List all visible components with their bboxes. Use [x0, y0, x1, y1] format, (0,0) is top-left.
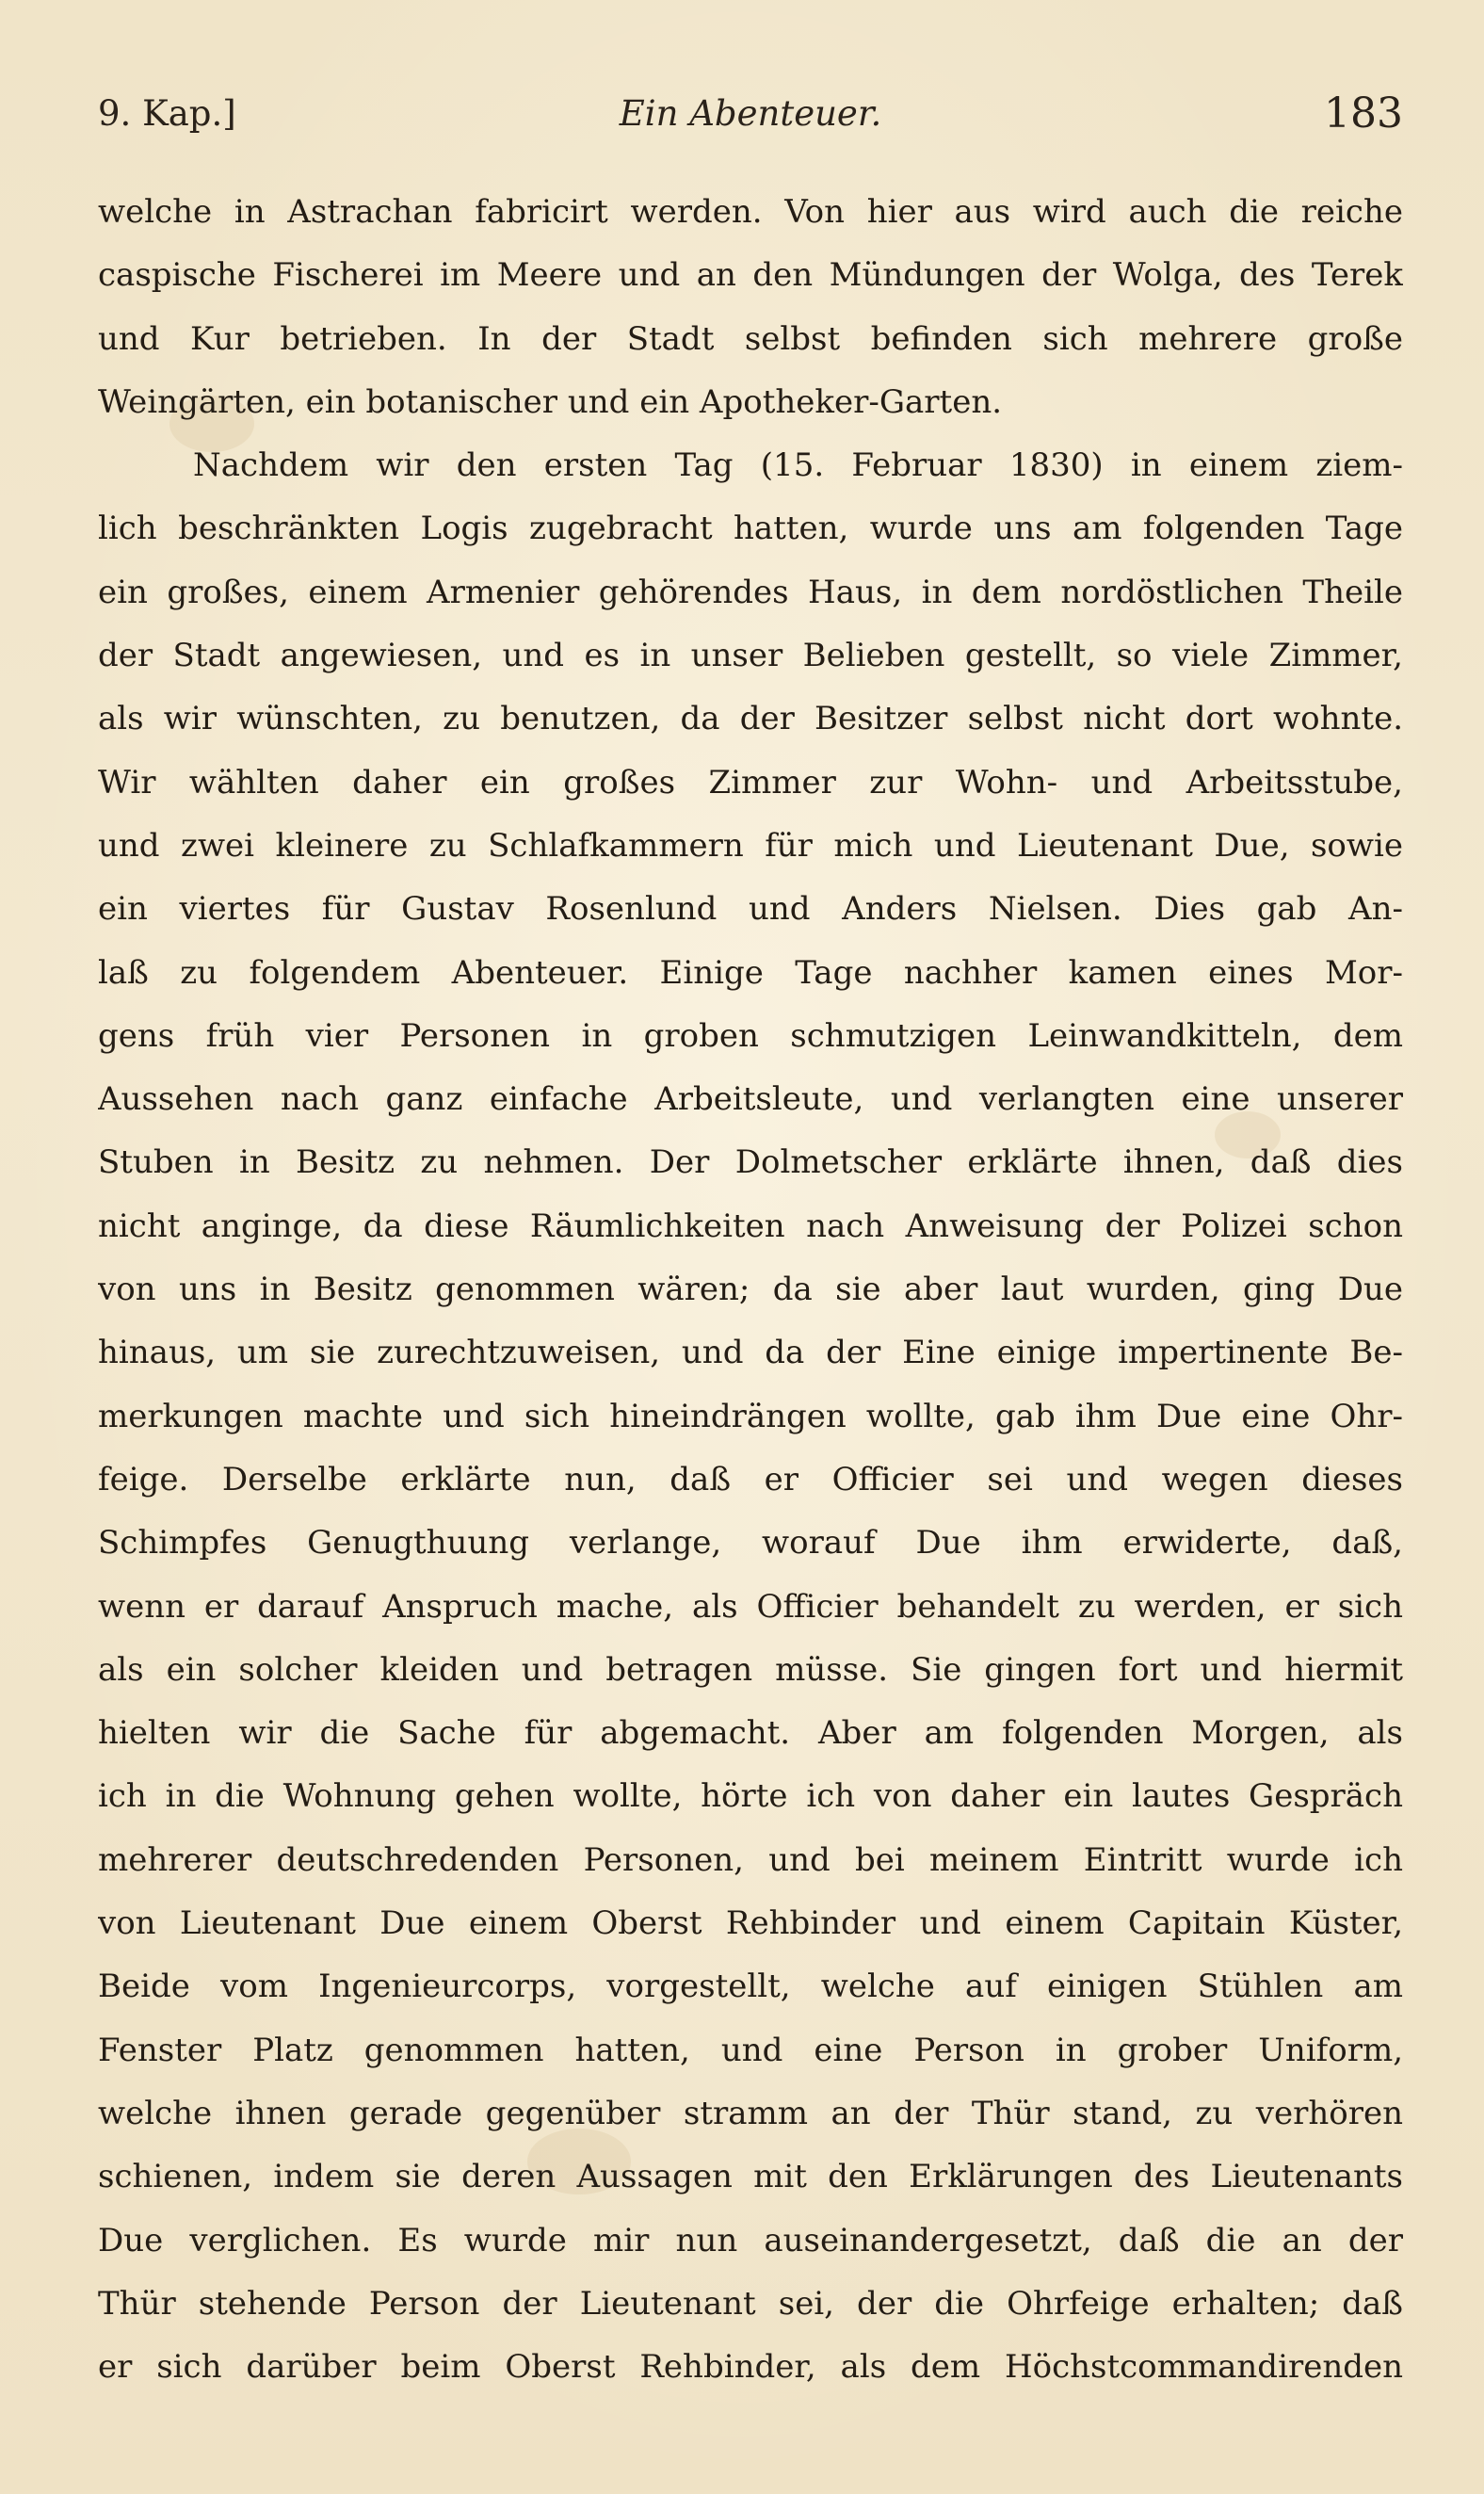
text-line: Due verglichen. Es wurde mir nun auseinandergesetzt, daß die an der — [98, 2221, 1403, 2259]
text-line: Aussehen nach ganz einfache Arbeitsleute, und verlangten eine unserer — [98, 1080, 1403, 1119]
text-line: er sich darüber beim Oberst Rehbinder, als dem Höchstcommandirenden — [98, 2348, 1403, 2387]
text-line: hinaus, um sie zurechtzuweisen, und da der Eine einige impertinente Be- — [98, 1334, 1403, 1372]
text-line: von Lieutenant Due einem Oberst Rehbinder und einem Capitain Küster, — [98, 1904, 1403, 1943]
text-line: mehrerer deutschredenden Personen, und bei meinem Eintritt wurde ich — [98, 1840, 1403, 1879]
page-body — [98, 181, 1403, 2399]
text-line: feige. Derselbe erklärte nun, daß er Officier sei und wegen dieses — [98, 1460, 1403, 1498]
text-line: welche ihnen gerade gegenüber stramm an der Thür stand, zu verhören — [98, 2094, 1403, 2132]
text-line: lich beschränkten Logis zugebracht hatten, wurde uns am folgenden Tage — [98, 510, 1403, 548]
chapter-label: 9. Kap.] — [98, 93, 236, 134]
text-line: Nachdem wir den ersten Tag (15. Februar 1830) in einem ziem- — [193, 446, 1403, 485]
text-line: laß zu folgendem Abenteuer. Einige Tage nachher kamen eines Mor- — [98, 953, 1403, 992]
text-line: ich in die Wohnung gehen wollte, hörte ich von daher ein lautes Gespräch — [98, 1777, 1403, 1816]
text-line: Beide vom Ingenieurcorps, vorgestellt, welche auf einigen Stühlen am — [98, 1968, 1403, 2006]
text-line: schienen, indem sie deren Aussagen mit den Erklärungen des Lieutenants — [98, 2158, 1403, 2196]
text-line: ein großes, einem Armenier gehörendes Haus, in dem nordöstlichen Theile — [98, 573, 1403, 611]
text-line: nicht anginge, da diese Räumlichkeiten nach Anweisung der Polizei schon — [98, 1207, 1403, 1245]
text-line: hielten wir die Sache für abgemacht. Aber am folgenden Morgen, als — [98, 1714, 1403, 1753]
text-line: als wir wünschten, zu benutzen, da der Besitzer selbst nicht dort wohnte. — [98, 700, 1403, 738]
running-title: Ein Abenteuer. — [619, 93, 882, 134]
text-line: Weingärten, ein botanischer und ein Apotheker-Garten. — [98, 382, 1003, 421]
text-line: Schimpfes Genugthuung verlange, worauf Due ihm erwiderte, daß, — [98, 1524, 1403, 1563]
text-line: merkungen machte und sich hineindrängen wollte, gab ihm Due eine Ohr- — [98, 1397, 1403, 1435]
text-line: welche in Astrachan fabricirt werden. Von hier aus wird auch die reiche — [98, 193, 1403, 231]
text-line: gens früh vier Personen in groben schmutzigen Leinwandkitteln, dem — [98, 1016, 1403, 1055]
page-number: 183 — [1324, 89, 1403, 138]
text-line: und zwei kleinere zu Schlafkammern für mich und Lieutenant Due, sowie — [98, 826, 1403, 865]
running-header — [98, 81, 1403, 147]
text-line: und Kur betrieben. In der Stadt selbst befinden sich mehrere große — [98, 319, 1403, 358]
text-line: ein viertes für Gustav Rosenlund und Anders Nielsen. Dies gab An- — [98, 890, 1403, 929]
text-line: caspische Fischerei im Meere und an den Mündungen der Wolga, des Terek — [98, 256, 1403, 295]
text-line: wenn er darauf Anspruch mache, als Officier behandelt zu werden, er sich — [98, 1587, 1403, 1626]
text-line: Wir wählten daher ein großes Zimmer zur Wohn- und Arbeitsstube, — [98, 763, 1403, 802]
text-line: als ein solcher kleiden und betragen müsse. Sie gingen fort und hiermit — [98, 1650, 1403, 1689]
text-line: von uns in Besitz genommen wären; da sie aber laut wurden, ging Due — [98, 1271, 1403, 1309]
text-line: Thür stehende Person der Lieutenant sei, der die Ohrfeige erhalten; daß — [98, 2284, 1403, 2323]
text-line: Fenster Platz genommen hatten, und eine Person in grober Uniform, — [98, 2031, 1403, 2069]
text-line: Stuben in Besitz zu nehmen. Der Dolmetscher erklärte ihnen, daß dies — [98, 1143, 1403, 1182]
text-line: der Stadt angewiesen, und es in unser Belieben gestellt, so viele Zimmer, — [98, 637, 1403, 675]
